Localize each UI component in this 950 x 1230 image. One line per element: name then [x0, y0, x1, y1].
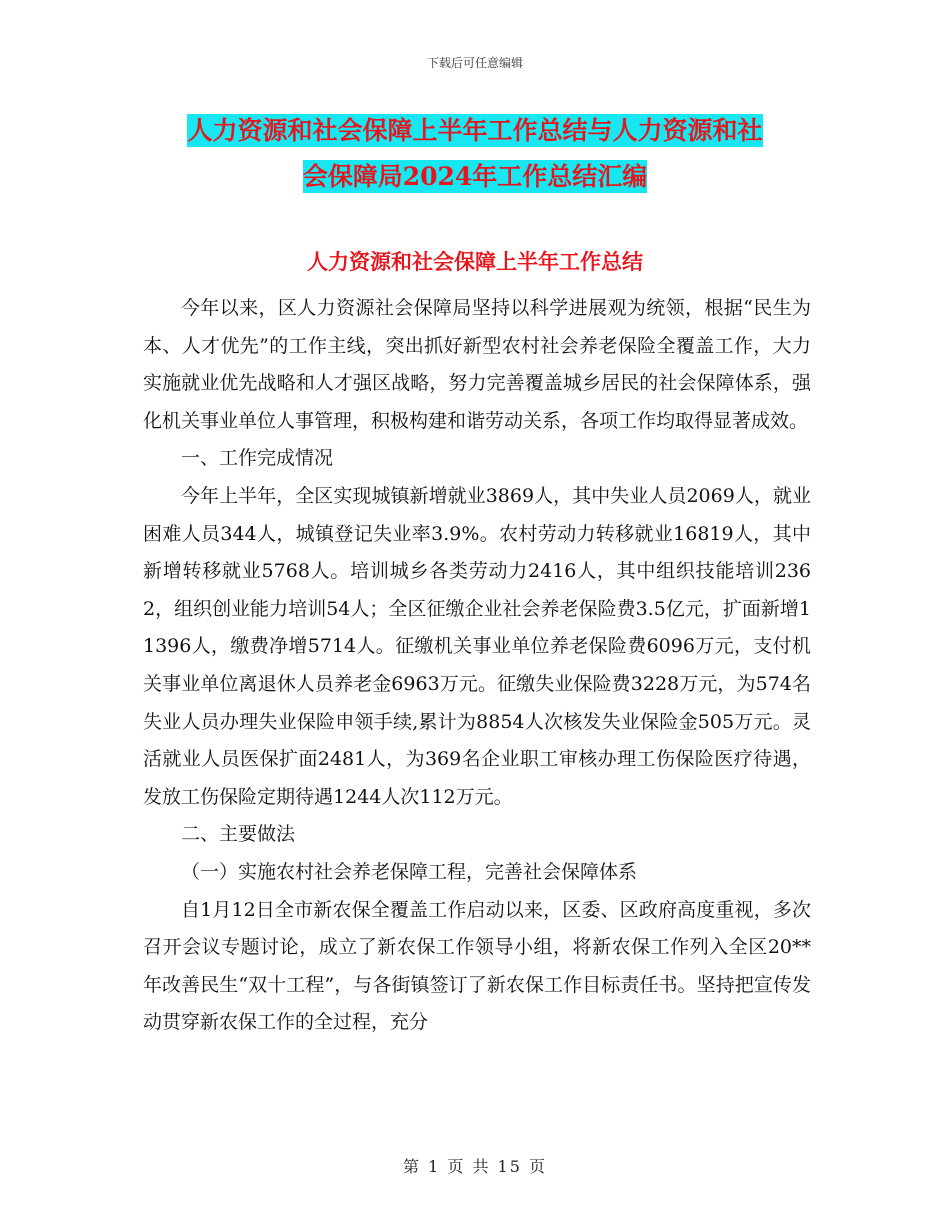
- body-subheading-rural-pension: （一）实施农村社会养老保障工程，完善社会保障体系: [181, 860, 638, 883]
- page-number-footer: 第 1 页 共 15 页: [403, 1157, 547, 1176]
- body-paragraph-rural-pension: 自1月12日全市新农保全覆盖工作启动以来，区委、区政府高度重视，多次召开会议专题讨论，成立了新农保工作领导小组，将新农保工作列入全区20**年改善民生“双十工程”，与各街镇签订了新农保工作目标责任书。坚持把宣传发动贯穿新农保工作的全过程，充分: [143, 898, 811, 1034]
- body-paragraph-intro: 今年以来，区人力资源社会保障局坚持以科学进展观为统领，根据“民生为本、人才优先”的工作主线，突出抓好新型农村社会养老保险全覆盖工作，大力实施就业优先战略和人才强区战略，努力完善覆盖城乡居民的社会保障体系，强化机关事业单位人事管理，积极构建和谐劳动关系，各项工作均取得显著成效。: [143, 297, 811, 432]
- document-title-line-1: 人力资源和社会保障上半年工作总结与人力资源和社: [187, 116, 763, 145]
- document-body: [143, 290, 811, 1042]
- section-title: 人力资源和社会保障上半年工作总结: [307, 249, 643, 274]
- document-title-line-2: 会保障局2024年工作总结汇编: [302, 162, 648, 191]
- body-heading-work-completion: 一、工作完成情况: [181, 447, 334, 470]
- body-paragraph-statistics: 今年上半年，全区实现城镇新增就业3869人，其中失业人员2069人，就业困难人员344人，城镇登记失业率3.9%。农村劳动力转移就业16819人，其中新增转移就业5768人。培训城乡各类劳动力2416人，其中组织技能培训2362，组织创业能力培训54人；全区征缴企业社会养老保险费3.5亿元，扩面新增11396人，缴费净增5714人。征缴机关事业单位养老保险费6096万元，支付机关事业单位离退休人员养老金6963万元。征缴失业保险费3228万元，为574名失业人员办理失业保险申领手续,累计为8854人次核发失业保险金505万元。灵活就业人员医保扩面2481人，为369名企业职工审核办理工伤保险医疗待遇，发放工伤保险定期待遇1244人次112万元。: [143, 484, 811, 808]
- body-heading-main-practices: 二、主要做法: [181, 823, 296, 846]
- header-note: 下载后可任意编辑: [426, 56, 523, 70]
- document-title: [140, 108, 810, 200]
